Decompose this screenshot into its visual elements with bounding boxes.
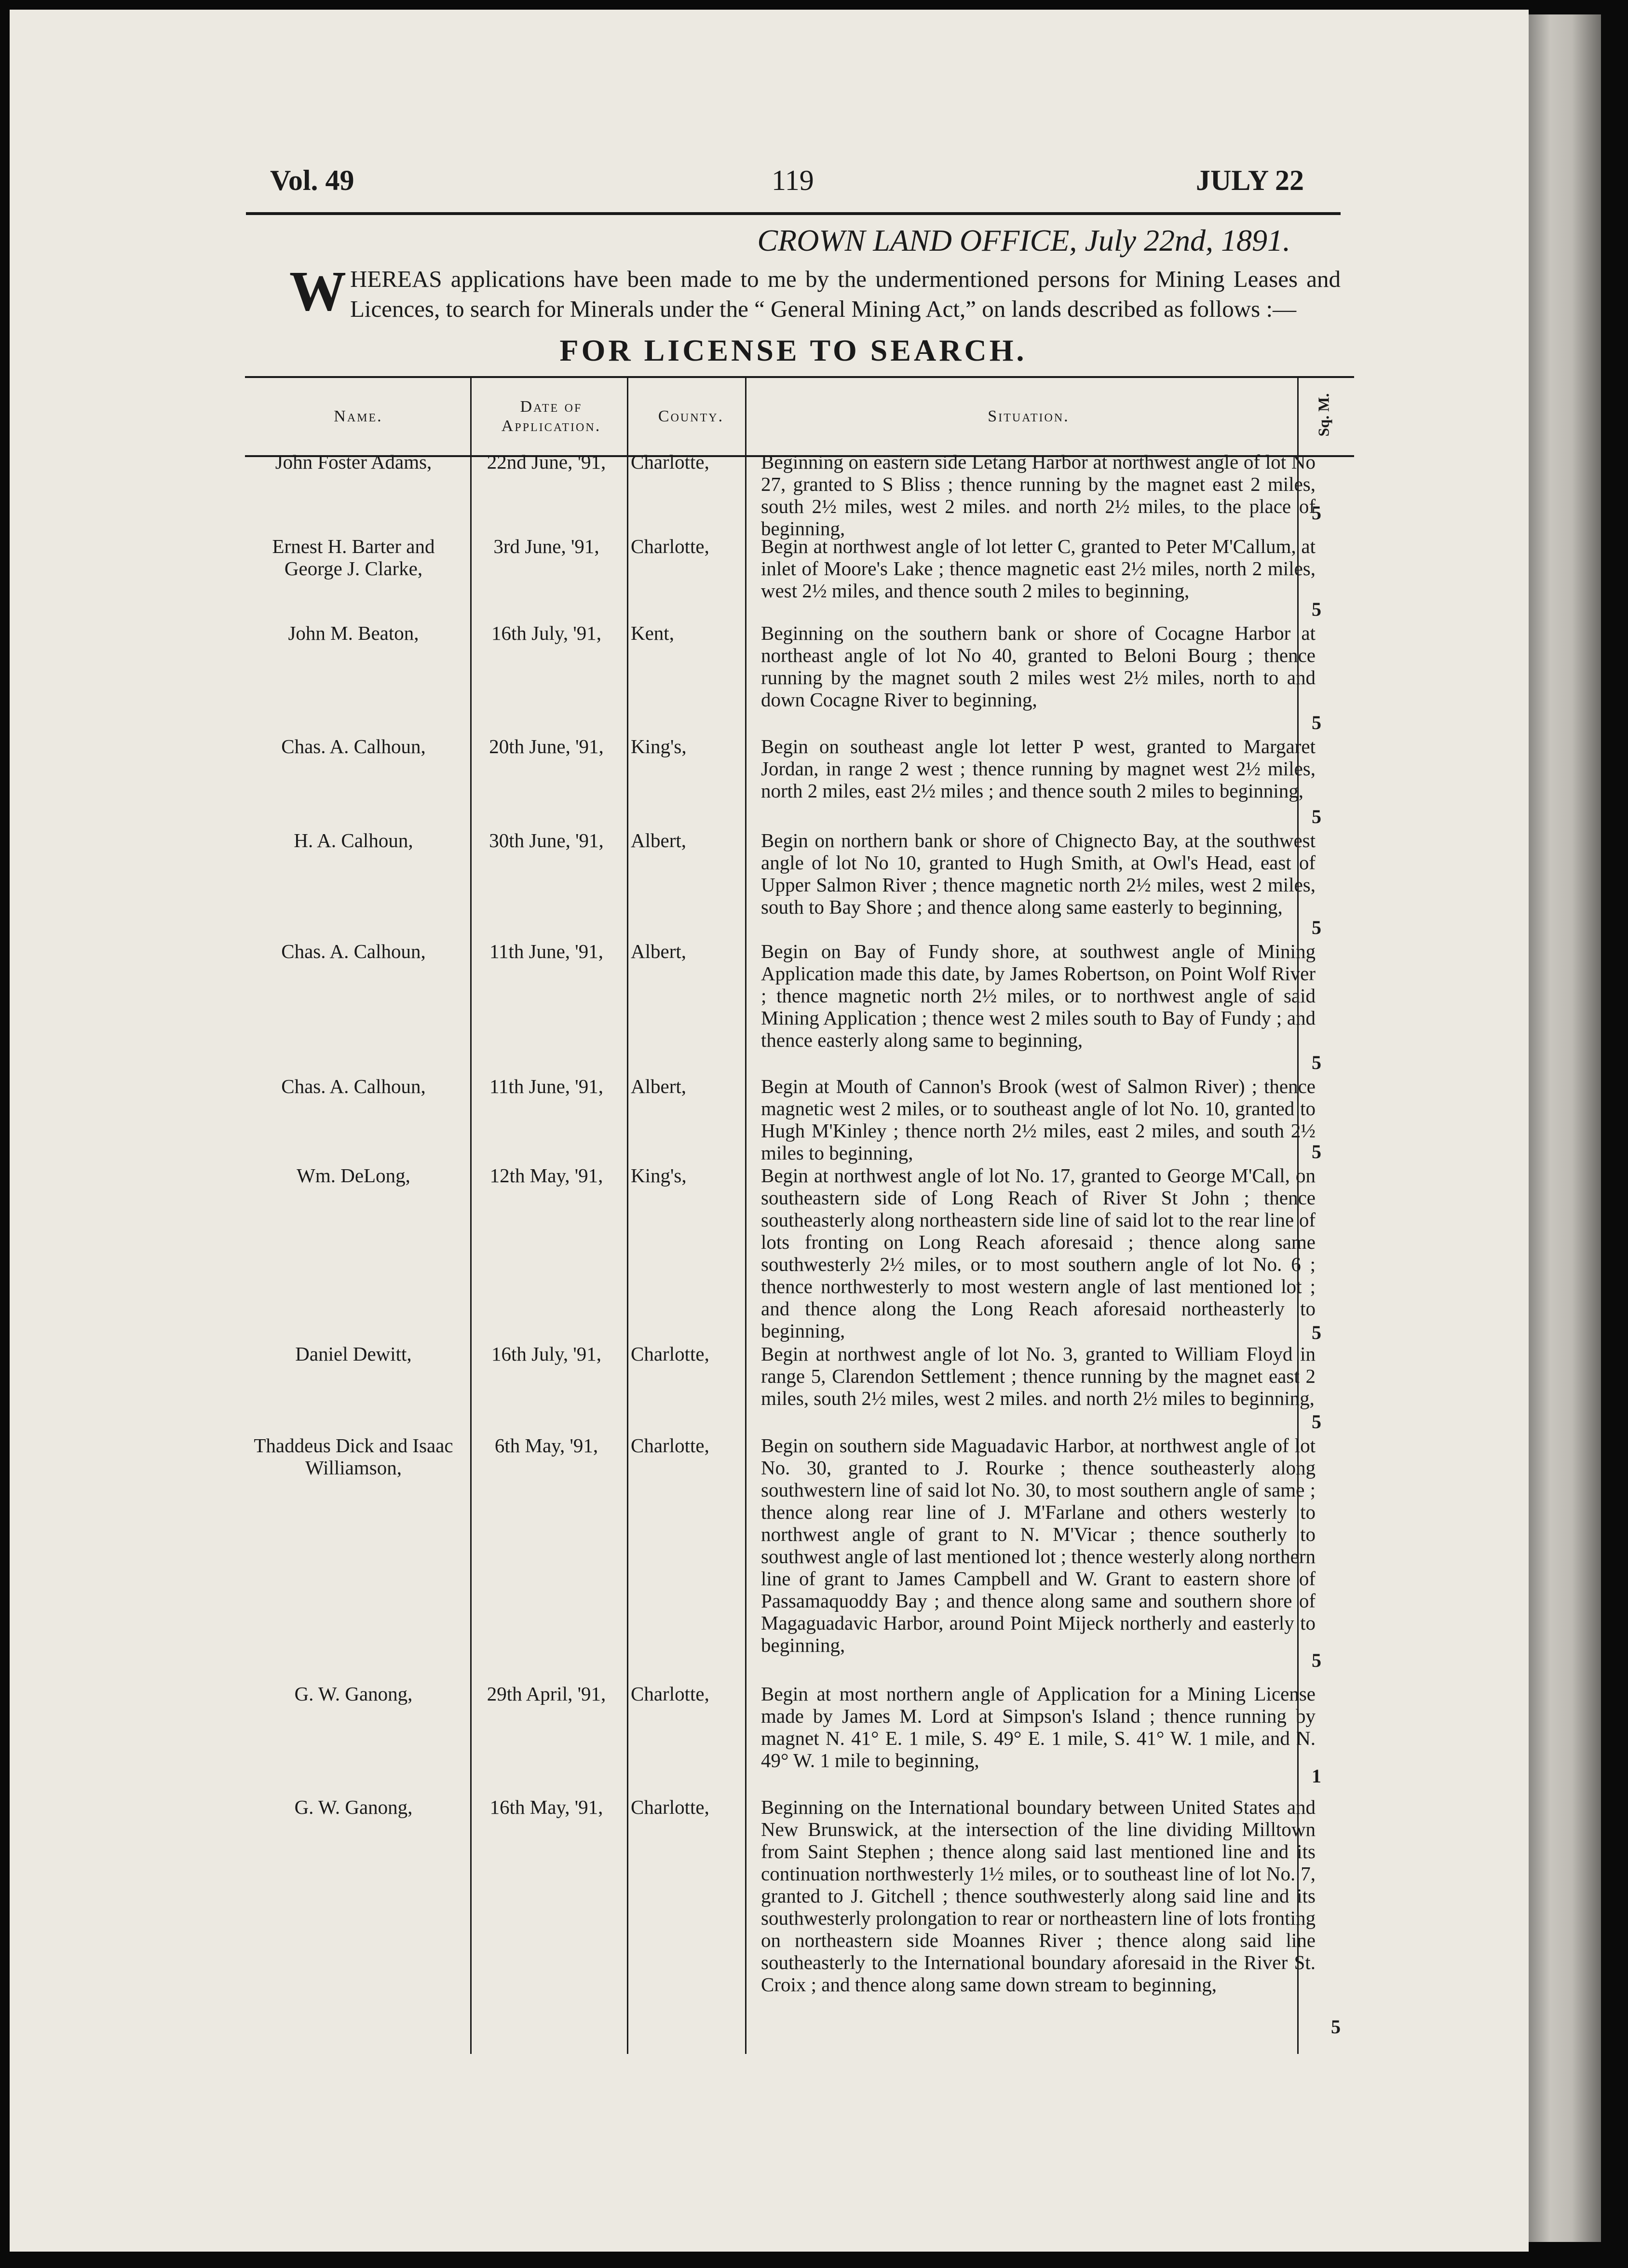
situation: Begin at northwest angle of lot letter C, granted to Peter M'Callum, at inlet of Moore's Lake ; thence magnetic east 2½ miles, north 2 miles, west 2½ miles, and thence south 2 miles to beginning, bbox=[761, 535, 1316, 602]
square-miles: 5 bbox=[1312, 1411, 1321, 1432]
intro-paragraph bbox=[289, 259, 1341, 324]
application-date: 3rd June, '91, bbox=[493, 535, 599, 557]
applicant-name: Ernest H. Barter and George J. Clarke, bbox=[272, 535, 435, 580]
situation: Begin on Bay of Fundy shore, at southwest angle of Mining Application made this date, by James Robertson, on Point Wolf River ; thence magnetic north 2½ miles, or to northwest angle of said Mining Application ; thence west 2 miles south to Bay of Fundy ; and thence easterly along same to beginning, bbox=[761, 940, 1316, 1051]
situation: Begin on southeast angle lot letter P west, granted to Margaret Jordan, in range 2 west ; thence running by magnet west 2½ miles, north 2 miles, east 2½ miles ; and thence south 2 miles to beginning, bbox=[761, 735, 1316, 802]
county: King's, bbox=[631, 735, 687, 757]
dateline: CROWN LAND OFFICE, July 22nd, 1891. bbox=[757, 223, 1290, 257]
application-date: 16th May, '91, bbox=[489, 1796, 603, 1818]
applicant-name: John M. Beaton, bbox=[288, 622, 419, 644]
square-miles: 1 bbox=[1312, 1765, 1321, 1787]
applicant-name: G. W. Ganong, bbox=[294, 1796, 413, 1818]
applicant-name: Chas. A. Calhoun, bbox=[281, 1075, 426, 1097]
square-miles: 5 bbox=[1312, 598, 1321, 620]
county: Charlotte, bbox=[631, 1343, 709, 1365]
application-date: 16th July, '91, bbox=[491, 1343, 601, 1365]
volume-number: Vol. 49 bbox=[270, 164, 354, 196]
application-date: 11th June, '91, bbox=[489, 1075, 603, 1097]
county: King's, bbox=[631, 1164, 687, 1187]
application-date: 29th April, '91, bbox=[487, 1683, 606, 1705]
square-miles: 5 bbox=[1312, 502, 1321, 524]
situation: Begin at northwest angle of lot No. 3, granted to William Floyd in range 5, Clarendon Settlement ; thence running by the magnet east 2 miles, south 2½ miles, west 2 miles. and north 2½ miles to beginning, bbox=[761, 1343, 1316, 1409]
application-date: 11th June, '91, bbox=[489, 940, 603, 962]
county: Charlotte, bbox=[631, 1434, 709, 1457]
situation: Beginning on the International boundary between United States and New Brunswick, at the intersection of the line dividing Milltown from Saint Stephen ; thence along said last mentioned line and its continuation northwesterly 1½ miles, or to southeast line of lot No. 7, granted to J. Gitchell ; thence southwesterly along said line and its southwesterly prolongation to rear or northeastern line of lots fronting on northeastern side Moannes River ; thence along said line southeasterly to the International boundary aforesaid in the River St. Croix ; and thence along same down stream to beginning, bbox=[761, 1796, 1316, 1996]
situation: Beginning on the southern bank or shore of Cocagne Harbor at northeast angle of lot No 40, granted to Beloni Bourg ; thence running by the magnet south 2 miles west 2½ miles, north to and down Cocagne River to beginning, bbox=[761, 622, 1316, 711]
county: Albert, bbox=[631, 829, 686, 851]
county: Albert, bbox=[631, 940, 686, 962]
square-miles: 5 bbox=[1312, 1649, 1321, 1671]
page-number: 119 bbox=[772, 164, 814, 196]
county: Kent, bbox=[631, 622, 674, 644]
application-date: 6th May, '91, bbox=[494, 1434, 598, 1457]
applicant-name: H. A. Calhoun, bbox=[294, 829, 413, 851]
applicant-name: Daniel Dewitt, bbox=[295, 1343, 412, 1365]
application-date: 12th May, '91, bbox=[489, 1164, 603, 1187]
situation: Begin on northern bank or shore of Chignecto Bay, at the southwest angle of lot No 10, granted to Hugh Smith, at Owl's Head, east of Upper Salmon River ; thence magnetic north 2½ miles, west 2 miles, south to Bay Shore ; and thence along same easterly to beginning, bbox=[761, 829, 1316, 918]
situation: Begin on southern side Maguadavic Harbor, at northwest angle of lot No. 30, granted to J. Rourke ; thence southeasterly along southwestern line of said lot No. 30, to most southern angle of same ; thence along rear line of J. M'Farlane and others westerly to northwest angle of grant to N. M'Vicar ; thence southerly to southwest angle of last mentioned lot ; thence westerly along northern line of grant to James Campbell and W. Grant to eastern shore of Passamaquoddy Bay ; and thence along same and southern shore of Magaguadavic Harbor, around Point Mijeck northerly and easterly to beginning, bbox=[761, 1434, 1316, 1656]
square-miles: 5 bbox=[1312, 806, 1321, 827]
situation: Begin at most northern angle of Application for a Mining License made by James M. Lord at Simpson's Island ; thence running by magnet N. 41° E. 1 mile, S. 49° E. 1 mile, S. 41° W. 1 mile, and N. 49° W. 1 mile to beginning, bbox=[761, 1683, 1316, 1771]
intro-text: HEREAS applications have been made to me by the undermentioned persons for Mining Leases and Licences, to search for Minerals under the “ General Mining Act,” on lands described as follows :— bbox=[350, 266, 1341, 322]
situation: Beginning on eastern side Letang Harbor at northwest angle of lot No 27, granted to S Bliss ; thence running by the magnet east 2 miles, south 2½ miles, west 2 miles. and north 2½ miles, to the place of beginning, bbox=[761, 451, 1316, 540]
square-miles: 5 bbox=[1312, 1052, 1321, 1073]
situation: Begin at northwest angle of lot No. 17, granted to George M'Call, on southeastern side of Long Reach of River St John ; thence southeasterly along northeastern side line of said lot to the rear line of lots fronting on Long Reach aforesaid ; thence along same southwesterly 2½ miles, or to most southern angle of lot No. 6 ; thence northwesterly to most western angle of last mentioned lot ; and thence along the Long Reach aforesaid northeasterly to beginning, bbox=[761, 1164, 1316, 1342]
application-date: 22nd June, '91, bbox=[487, 451, 606, 473]
square-miles: 5 bbox=[1312, 1141, 1321, 1162]
applicant-name: Chas. A. Calhoun, bbox=[281, 735, 426, 757]
applicant-name: Thaddeus Dick and Isaac Williamson, bbox=[254, 1434, 453, 1479]
column-header-county: County. bbox=[658, 407, 724, 425]
applicant-name: G. W. Ganong, bbox=[294, 1683, 413, 1705]
header-rule bbox=[246, 212, 1341, 215]
county: Charlotte, bbox=[631, 1683, 709, 1705]
page-edge bbox=[1529, 14, 1601, 2242]
section-title: FOR LICENSE TO SEARCH. bbox=[559, 333, 1027, 367]
column-header-date: Date of Application. bbox=[501, 398, 601, 435]
application-date: 16th July, '91, bbox=[491, 622, 601, 644]
table-header bbox=[245, 376, 1354, 457]
issue-date: JULY 22 bbox=[1196, 164, 1304, 196]
column-header-situation: Situation. bbox=[988, 407, 1070, 425]
county: Charlotte, bbox=[631, 535, 709, 557]
application-date: 20th June, '91, bbox=[489, 735, 604, 757]
column-header-name: Name. bbox=[334, 407, 383, 425]
county: Albert, bbox=[631, 1075, 686, 1097]
square-miles: 5 bbox=[1331, 2016, 1341, 2038]
county: Charlotte, bbox=[631, 451, 709, 473]
situation: Begin at Mouth of Cannon's Brook (west of Salmon River) ; thence magnetic west 2 miles, or to southeast angle of lot No. 10, granted to Hugh M'Kinley ; thence north 2½ miles, east 2 miles, and south 2½ miles to beginning, bbox=[761, 1075, 1316, 1164]
column-rule bbox=[627, 376, 628, 2054]
county: Charlotte, bbox=[631, 1796, 709, 1818]
square-miles: 5 bbox=[1312, 712, 1321, 733]
drop-cap: W bbox=[289, 259, 346, 323]
applicant-name: Chas. A. Calhoun, bbox=[281, 940, 426, 962]
sq-m-label: Sq. M. bbox=[1315, 393, 1332, 436]
application-date: 30th June, '91, bbox=[489, 829, 604, 851]
applicant-name: John Foster Adams, bbox=[275, 451, 432, 473]
square-miles: 5 bbox=[1312, 1322, 1321, 1343]
square-miles: 5 bbox=[1312, 917, 1321, 938]
applicant-name: Wm. DeLong, bbox=[297, 1164, 410, 1187]
column-header-sq-m bbox=[1309, 381, 1338, 448]
